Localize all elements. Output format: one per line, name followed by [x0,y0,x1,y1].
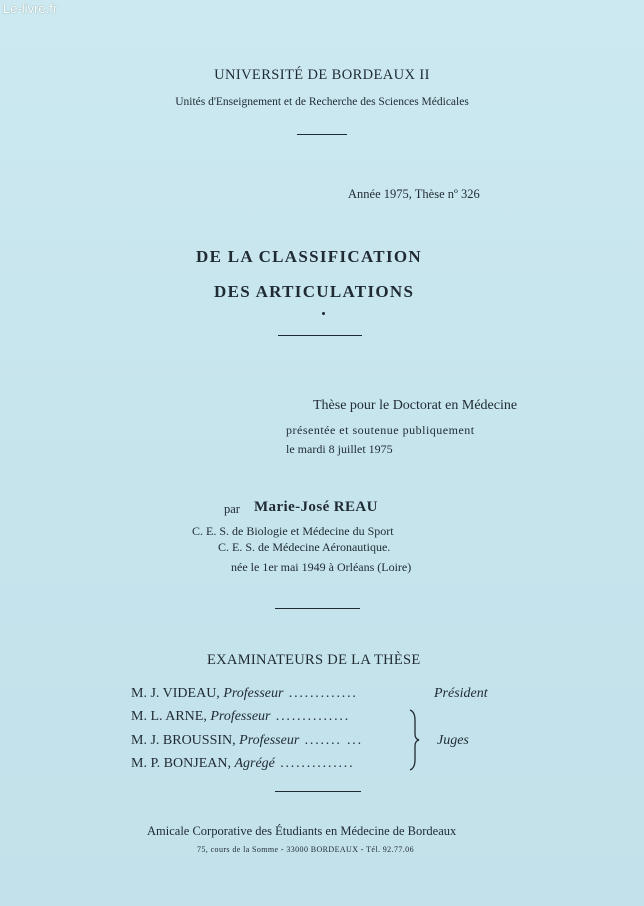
president-label: Président [434,686,488,701]
author-name: Marie-José REAU [254,499,378,515]
examiner-role: Professeur [223,686,284,701]
ufr-name: Unités d'Enseignement et de Recherche des Sciences Médicales [175,96,469,108]
examiner-name: M. J. VIDEAU, [131,686,224,701]
examiner-dots: ............. [283,686,358,701]
thesis-degree: Thèse pour le Doctorat en Médecine [313,398,518,413]
judges-label: Juges [437,733,469,748]
examiners-heading: EXAMINATEURS DE LA THÈSE [207,652,421,668]
examiner-name: M. J. BROUSSIN, [131,733,240,748]
site-watermark: Le-livre.fr [3,1,58,16]
divider-1 [297,134,347,135]
examiner-role: Professeur [239,733,300,748]
year-thesis-number: Année 1975, Thèse nº 326 [348,187,480,201]
author-by: par [224,502,240,516]
author-birth: née le 1er mai 1949 à Orléans (Loire) [231,560,412,574]
author-ces-2: C. E. S. de Médecine Aéronautique. [218,540,391,554]
examiner-dots: .............. [274,756,355,771]
judges-brace [404,708,424,772]
examiner-name: M. L. ARNE, [131,709,211,724]
examiner-role: Agrégé [234,756,275,771]
thesis-title-line-2: DES ARTICULATIONS [214,282,415,301]
examiner-row [131,756,354,772]
examiner-row [131,709,350,725]
thesis-defended: présentée et soutenue publiquement [286,423,475,437]
amicale-name: Amicale Corporative des Étudiants en Médecine de Bordeaux [147,824,457,838]
divider-4 [275,791,361,792]
divider-2 [278,335,362,336]
university-name: UNIVERSITÉ DE BORDEAUX II [214,67,430,83]
author-ces-1: C. E. S. de Biologie et Médecine du Sport [192,524,394,538]
ink-dot [322,312,325,315]
examiner-dots: ....... ... [299,733,363,748]
examiner-row [131,686,358,702]
thesis-date: le mardi 8 juillet 1975 [286,442,393,456]
examiner-name: M. P. BONJEAN, [131,756,235,771]
examiner-role: Professeur [210,709,271,724]
examiner-dots: .............. [270,709,350,724]
examiner-row [131,733,363,749]
thesis-title-line-1: DE LA CLASSIFICATION [196,247,422,266]
divider-3 [275,608,360,609]
amicale-address: 75, cours de la Somme - 33000 BORDEAUX - Tél. 92.77.06 [197,845,414,854]
